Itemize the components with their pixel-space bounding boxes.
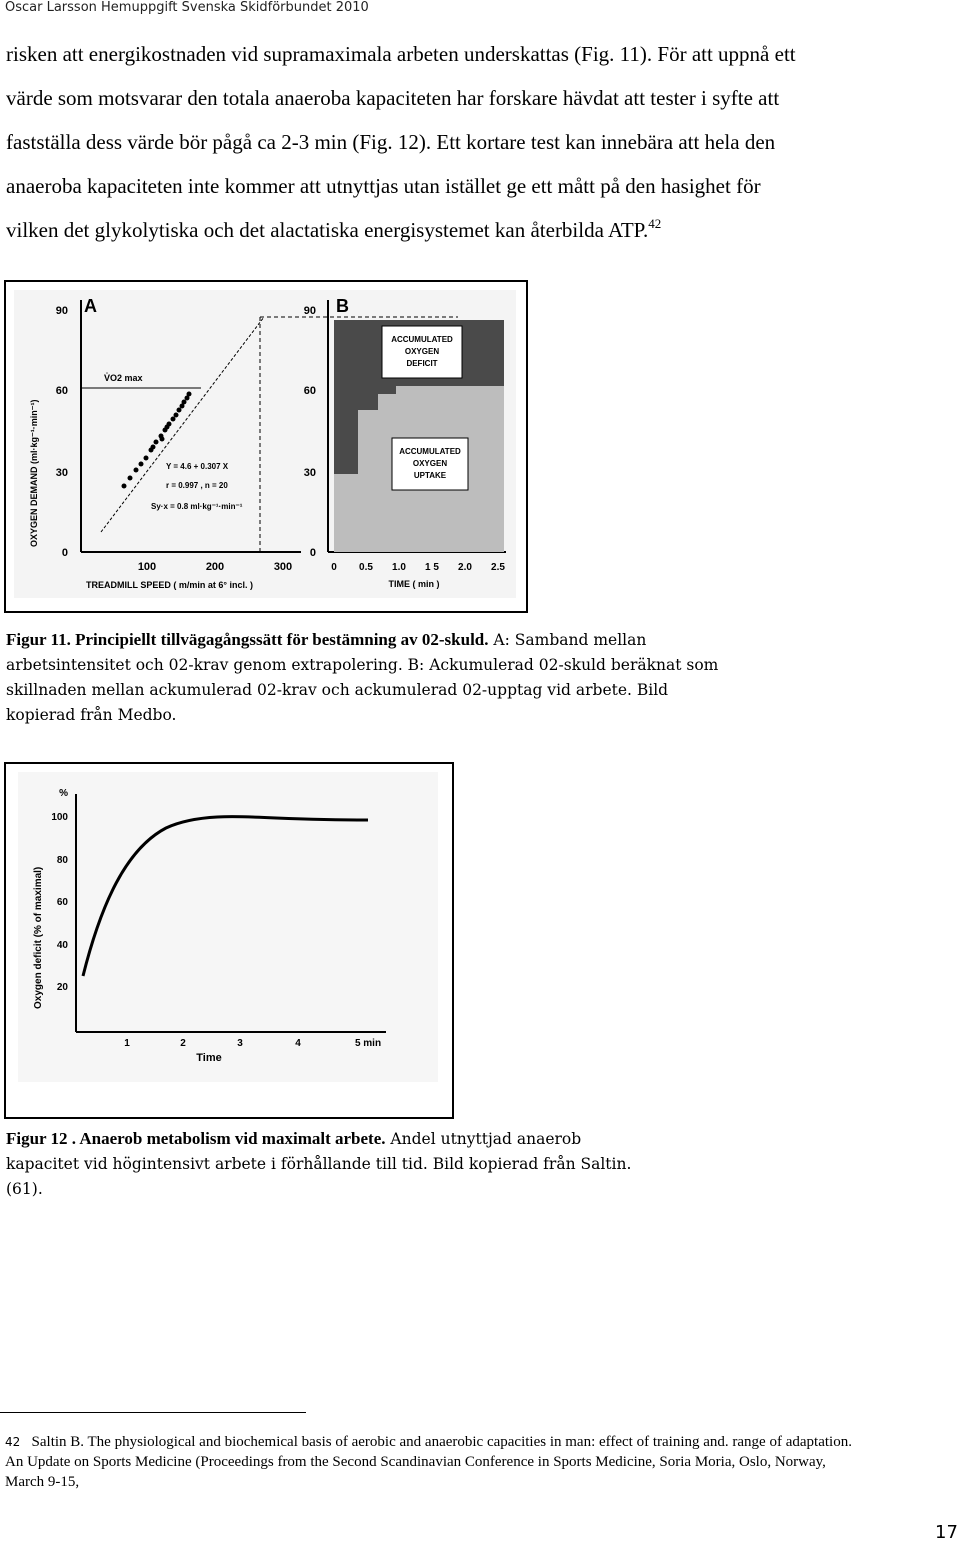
panel-b-xtick: 0.5 (359, 562, 373, 573)
figure-11-caption-line-2: arbetsintensitet och 02-krav genom extrapolering. B: Ackumulerad 02-skuld beräknat som (6, 656, 719, 674)
panel-a-ytick: 60 (55, 385, 68, 397)
footnote-line-1: Saltin B. The physiological and biochemical basis of aerobic and anaerobic capacities in man: effect of training and. range of adaptation. (31, 1434, 852, 1450)
body-line-4: anaeroba kapaciteten inte kommer att utnyttjas utan istället ge ett mått på den hasighet för (6, 174, 761, 198)
body-line-1: risken att energikostnaden vid supramaximala arbeten underskattas (Fig. 11). För att uppnå ett (6, 42, 796, 66)
body-line-2: värde som motsvarar den totala anaeroba kapaciteten har forskare hävdat att tester i syfte att (6, 86, 780, 110)
panel-b-xlabel: TIME ( min ) (388, 579, 440, 589)
panel-b-letter: B (336, 296, 349, 316)
figure-12-xtick: 3 (237, 1038, 243, 1049)
figure-12-y-unit: % (59, 788, 68, 799)
figure-12-scan-background (18, 772, 438, 1082)
panel-b-xtick: 0 (331, 562, 337, 573)
figure-12-xtick: 2 (180, 1038, 186, 1049)
panel-b-ytick: 30 (303, 467, 316, 479)
panel-b-ytick: 0 (309, 547, 316, 559)
panel-b (304, 296, 506, 589)
uptake-label-2: OXYGEN (412, 459, 448, 468)
panel-a-ylabel: OXYGEN DEMAND (ml·kg⁻¹·min⁻¹) (29, 399, 39, 547)
footnote-line-2: An Update on Sports Medicine (Proceedings from the Second Scandinavian Conference in Sports Medicine, Soria Moria, Oslo, Norway, (5, 1454, 826, 1470)
panel-a-ytick: 30 (55, 467, 68, 479)
figure-12-caption (6, 1126, 956, 1202)
equation-line-1: Y = 4.6 + 0.307 X (166, 462, 229, 471)
panel-b-xtick: 1.0 (392, 562, 406, 573)
panel-b-ytick: 90 (303, 305, 316, 317)
deficit-label-1: ACCUMULATED (391, 335, 453, 344)
figure-12-ytick: 100 (51, 812, 68, 823)
figure-11-caption (6, 627, 956, 728)
panel-b-xtick: 1 5 (425, 562, 439, 573)
panel-a-letter: A (84, 296, 97, 316)
body-line-5-text: vilken det glykolytiska och det alactatiska energisystemet kan återbilda ATP. (6, 218, 649, 242)
reference-marker: 42 (648, 216, 662, 231)
figure-12-ytick: 60 (56, 897, 68, 908)
figure-12-xtick: 4 (295, 1038, 301, 1049)
figure-12-ytick: 40 (56, 940, 68, 951)
equation-line-2: r = 0.997 , n = 20 (166, 481, 228, 490)
figure-11-image (6, 282, 526, 611)
panel-a-ytick: 90 (55, 305, 68, 317)
figure-12-caption-rest: Andel utnyttjad anaerob (385, 1130, 582, 1148)
footnote-divider (0, 1412, 306, 1413)
figure-12-caption-line-3: (61). (6, 1180, 43, 1198)
running-header: Oscar Larsson Hemuppgift Svenska Skidförbundet 2010 (5, 0, 369, 15)
vo2max-label: V̇O2 max (104, 373, 143, 383)
equation-line-3: Sy·x = 0.8 ml·kg⁻¹·min⁻¹ (151, 502, 243, 511)
panel-b-xtick: 2.0 (458, 562, 472, 573)
deficit-label-3: DEFICIT (406, 359, 438, 368)
footnote-line-3: March 9-15, (5, 1474, 80, 1490)
footnote (5, 1432, 960, 1492)
figure-12-xlabel: Time (196, 1052, 222, 1064)
panel-a-xtick: 100 (137, 561, 157, 573)
panel-b-xtick: 2.5 (491, 562, 505, 573)
page-number: 17 (935, 1522, 958, 1543)
figure-12-image (6, 764, 452, 1117)
figure-12-frame (4, 762, 454, 1119)
panel-a-xtick: 300 (273, 561, 293, 573)
figure-12-xtick: 1 (124, 1038, 130, 1049)
panel-a-xlabel: TREADMILL SPEED ( m/min at 6° incl. ) (86, 580, 253, 590)
figure-12-caption-line-2: kapacitet vid högintensivt arbete i förhållande till tid. Bild kopierad från Saltin. (6, 1155, 632, 1173)
figure-11-caption-rest: A: Samband mellan (488, 631, 647, 649)
figure-12-xtick: 5 min (354, 1038, 382, 1049)
figure-12-caption-lead: Figur 12 . Anaerob metabolism vid maximalt arbete. (6, 1129, 386, 1148)
panel-b-ytick: 60 (303, 385, 316, 397)
figure-11-frame (4, 280, 528, 613)
figure-12-ytick: 80 (56, 855, 68, 866)
figure-12-ylabel: Oxygen deficit (% of maximal) (33, 866, 44, 1009)
figure-11-caption-line-3: skillnaden mellan ackumulerad 02-krav och ackumulerad 02-upptag vid arbete. Bild (6, 681, 669, 699)
deficit-label-2: OXYGEN (404, 347, 440, 356)
figure-12-ytick: 20 (56, 982, 68, 993)
body-line-5 (6, 208, 956, 252)
panel-a-ytick: 0 (61, 547, 68, 559)
footnote-number: 42 (5, 1435, 21, 1449)
body-line-3: fastställa dess värde bör pågå ca 2-3 min (Fig. 12). Ett kortare test kan innebära att hela den (6, 130, 776, 154)
panel-a-xtick: 200 (205, 561, 225, 573)
figure-11-caption-lead: Figur 11. Principiellt tillvägagångssätt för bestämning av 02-skuld. (6, 630, 489, 649)
uptake-label-1: ACCUMULATED (399, 447, 461, 456)
figure-11-caption-line-4: kopierad från Medbo. (6, 706, 177, 724)
uptake-label-3: UPTAKE (413, 471, 447, 480)
